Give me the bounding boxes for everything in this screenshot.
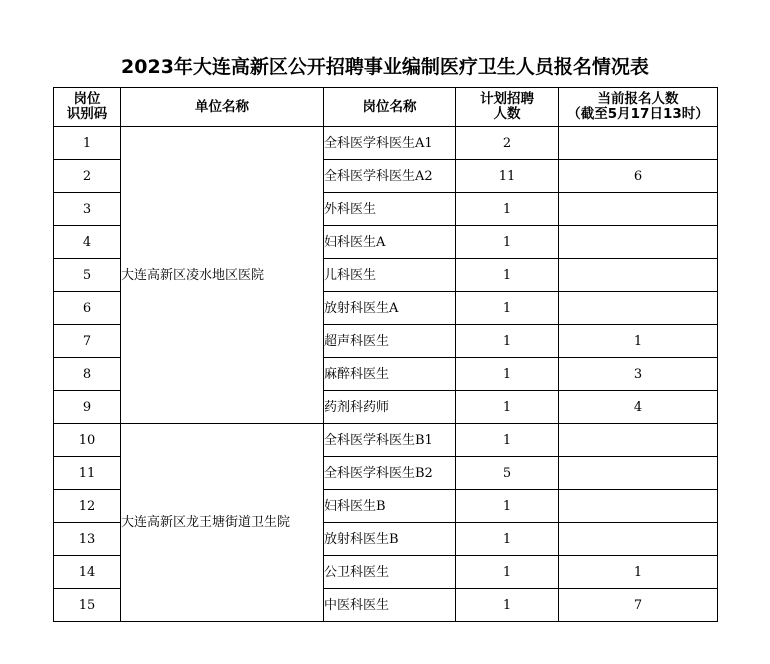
position-cell: 全科医学科医生A2 <box>324 160 456 193</box>
code-cell: 1 <box>54 127 121 160</box>
plan-cell: 1 <box>456 424 559 457</box>
position-cell: 儿科医生 <box>324 259 456 292</box>
position-cell: 妇科医生A <box>324 226 456 259</box>
count-cell: 1 <box>559 556 718 589</box>
count-cell <box>559 523 718 556</box>
count-cell: 1 <box>559 325 718 358</box>
position-cell: 公卫科医生 <box>324 556 456 589</box>
plan-cell: 1 <box>456 556 559 589</box>
header-plan <box>456 88 559 127</box>
code-cell: 15 <box>54 589 121 622</box>
plan-cell: 1 <box>456 292 559 325</box>
count-cell <box>559 127 718 160</box>
position-cell: 中医科医生 <box>324 589 456 622</box>
code-cell: 10 <box>54 424 121 457</box>
code-cell: 9 <box>54 391 121 424</box>
table-row <box>54 127 718 160</box>
header-code-line1: 岗位 <box>73 91 101 107</box>
position-cell: 超声科医生 <box>324 325 456 358</box>
count-cell <box>559 292 718 325</box>
header-count-line1: 当前报名人数 <box>597 91 679 107</box>
count-cell <box>559 424 718 457</box>
table-row <box>54 424 718 457</box>
header-code-line2: 识别码 <box>66 106 108 122</box>
plan-cell: 1 <box>456 490 559 523</box>
code-cell: 2 <box>54 160 121 193</box>
position-cell: 麻醉科医生 <box>324 358 456 391</box>
header-plan-line1: 计划招聘 <box>480 91 534 107</box>
position-cell: 药剂科药师 <box>324 391 456 424</box>
plan-cell: 1 <box>456 589 559 622</box>
plan-cell: 1 <box>456 226 559 259</box>
header-row <box>54 88 718 127</box>
code-cell: 3 <box>54 193 121 226</box>
code-cell: 8 <box>54 358 121 391</box>
position-cell: 放射科医生B <box>324 523 456 556</box>
code-cell: 5 <box>54 259 121 292</box>
header-position: 岗位名称 <box>324 88 456 127</box>
code-cell: 13 <box>54 523 121 556</box>
plan-cell: 1 <box>456 259 559 292</box>
count-cell: 6 <box>559 160 718 193</box>
unit-cell-longwangtang: 大连高新区龙王塘街道卫生院 <box>121 424 324 622</box>
plan-cell: 5 <box>456 457 559 490</box>
position-cell: 外科医生 <box>324 193 456 226</box>
plan-cell: 1 <box>456 523 559 556</box>
position-cell: 全科医学科医生B2 <box>324 457 456 490</box>
plan-cell: 1 <box>456 391 559 424</box>
plan-cell: 2 <box>456 127 559 160</box>
count-cell <box>559 193 718 226</box>
page-title: 2023年大连高新区公开招聘事业编制医疗卫生人员报名情况表 <box>121 56 649 78</box>
plan-cell: 11 <box>456 160 559 193</box>
unit-cell-lingshui: 大连高新区凌水地区医院 <box>121 127 324 424</box>
count-cell <box>559 226 718 259</box>
code-cell: 11 <box>54 457 121 490</box>
header-count-line2: （截至5月17日13时） <box>567 106 709 122</box>
header-code <box>54 88 121 127</box>
header-count <box>559 88 718 127</box>
code-cell: 12 <box>54 490 121 523</box>
header-unit: 单位名称 <box>121 88 324 127</box>
header-plan-line2: 人数 <box>493 106 521 122</box>
code-cell: 7 <box>54 325 121 358</box>
position-cell: 全科医学科医生B1 <box>324 424 456 457</box>
position-cell: 妇科医生B <box>324 490 456 523</box>
plan-cell: 1 <box>456 193 559 226</box>
count-cell <box>559 490 718 523</box>
count-cell <box>559 457 718 490</box>
position-cell: 放射科医生A <box>324 292 456 325</box>
count-cell <box>559 259 718 292</box>
count-cell: 3 <box>559 358 718 391</box>
plan-cell: 1 <box>456 325 559 358</box>
count-cell: 4 <box>559 391 718 424</box>
code-cell: 6 <box>54 292 121 325</box>
count-cell: 7 <box>559 589 718 622</box>
code-cell: 4 <box>54 226 121 259</box>
registration-table <box>53 87 718 622</box>
position-cell: 全科医学科医生A1 <box>324 127 456 160</box>
plan-cell: 1 <box>456 358 559 391</box>
code-cell: 14 <box>54 556 121 589</box>
